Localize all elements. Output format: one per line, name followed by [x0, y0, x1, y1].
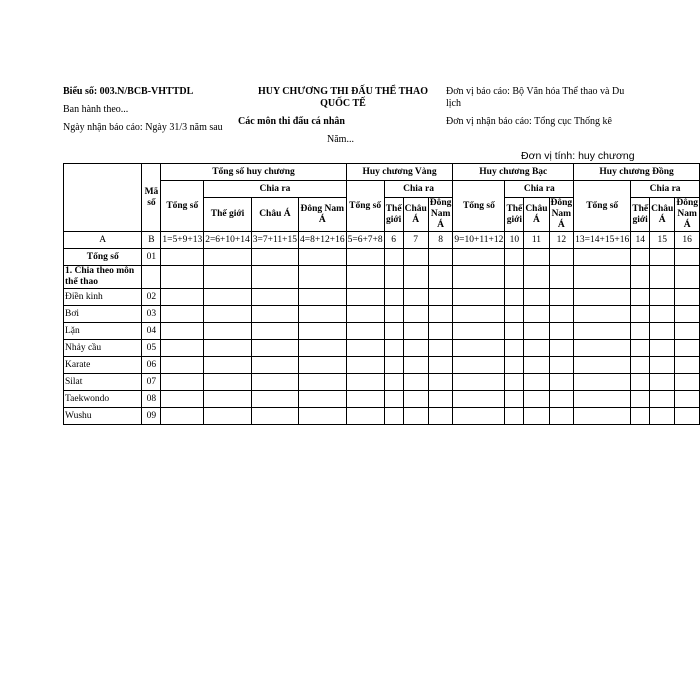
- value-cell[interactable]: [675, 306, 700, 323]
- value-cell[interactable]: [346, 340, 384, 357]
- value-cell[interactable]: [453, 323, 505, 340]
- index-cell: 16: [675, 232, 700, 249]
- row-label: Tổng số: [64, 249, 142, 266]
- value-cell[interactable]: [403, 408, 428, 425]
- value-cell[interactable]: [428, 249, 453, 266]
- value-cell[interactable]: [384, 374, 403, 391]
- value-cell[interactable]: [549, 357, 574, 374]
- value-cell[interactable]: [524, 374, 549, 391]
- col-asia-header: Châu Á: [524, 198, 549, 232]
- value-cell[interactable]: [204, 340, 252, 357]
- value-cell[interactable]: [428, 306, 453, 323]
- value-cell[interactable]: [251, 357, 298, 374]
- value-cell[interactable]: [346, 374, 384, 391]
- value-cell[interactable]: [675, 266, 700, 289]
- value-cell[interactable]: [505, 289, 524, 306]
- value-cell[interactable]: [675, 323, 700, 340]
- value-cell[interactable]: [428, 391, 453, 408]
- row-label: Wushu: [64, 408, 142, 425]
- row-code: [142, 266, 161, 289]
- row-code: 05: [142, 340, 161, 357]
- value-cell[interactable]: [631, 374, 650, 391]
- value-cell[interactable]: [453, 306, 505, 323]
- value-cell[interactable]: [631, 323, 650, 340]
- value-cell[interactable]: [524, 357, 549, 374]
- value-cell[interactable]: [505, 323, 524, 340]
- value-cell[interactable]: [650, 391, 675, 408]
- label-header-cell: [64, 164, 142, 232]
- row-code: 04: [142, 323, 161, 340]
- value-cell[interactable]: [346, 289, 384, 306]
- value-cell[interactable]: [428, 340, 453, 357]
- value-cell[interactable]: [549, 249, 574, 266]
- value-cell[interactable]: [650, 249, 675, 266]
- table-row: [64, 323, 700, 340]
- value-cell[interactable]: [161, 357, 204, 374]
- value-cell[interactable]: [403, 289, 428, 306]
- value-cell[interactable]: [650, 323, 675, 340]
- total-col-header: Tổng số: [161, 181, 204, 232]
- value-cell[interactable]: [505, 266, 524, 289]
- value-cell[interactable]: [650, 340, 675, 357]
- value-cell[interactable]: [403, 374, 428, 391]
- col-world-header: Thế giới: [631, 198, 650, 232]
- value-cell[interactable]: [675, 340, 700, 357]
- value-cell[interactable]: [346, 357, 384, 374]
- index-cell: 8: [428, 232, 453, 249]
- value-cell[interactable]: [299, 289, 347, 306]
- value-cell[interactable]: [631, 289, 650, 306]
- value-cell[interactable]: [251, 266, 298, 289]
- value-cell[interactable]: [524, 289, 549, 306]
- col-asia-header: Châu Á: [403, 198, 428, 232]
- value-cell[interactable]: [384, 289, 403, 306]
- subgroup-header: Chia ra: [204, 181, 346, 198]
- value-cell[interactable]: [161, 374, 204, 391]
- issued-by: Ban hành theo...: [63, 104, 129, 115]
- col-world-header: Thế giới: [384, 198, 403, 232]
- value-cell[interactable]: [524, 306, 549, 323]
- value-cell[interactable]: [549, 391, 574, 408]
- value-cell[interactable]: [675, 374, 700, 391]
- value-cell[interactable]: [650, 289, 675, 306]
- total-col-header: Tổng số: [346, 181, 384, 232]
- value-cell[interactable]: [403, 306, 428, 323]
- value-cell[interactable]: [453, 374, 505, 391]
- value-cell[interactable]: [299, 266, 347, 289]
- value-cell[interactable]: [574, 340, 631, 357]
- group-bronze-header: Huy chương Đồng: [574, 164, 700, 181]
- col-sea-header: Đông Nam Á: [429, 198, 452, 230]
- index-cell: 4=8+12+16: [299, 232, 347, 249]
- index-cell: 11: [524, 232, 549, 249]
- value-cell[interactable]: [574, 249, 631, 266]
- index-cell: 12: [549, 232, 574, 249]
- value-cell[interactable]: [299, 249, 347, 266]
- report-title: HUY CHƯƠNG THI ĐẤU THỂ THAO QUỐC TẾ: [257, 86, 429, 109]
- value-cell[interactable]: [299, 391, 347, 408]
- value-cell[interactable]: [428, 266, 453, 289]
- measure-unit: Đơn vị tính: huy chương: [521, 150, 635, 162]
- value-cell[interactable]: [505, 408, 524, 425]
- value-cell[interactable]: [346, 408, 384, 425]
- index-cell: 5=6+7+8: [346, 232, 384, 249]
- medal-table: [63, 163, 700, 425]
- value-cell[interactable]: [650, 357, 675, 374]
- value-cell[interactable]: [574, 391, 631, 408]
- subgroup-header: Chia ra: [384, 181, 453, 198]
- value-cell[interactable]: [549, 340, 574, 357]
- value-cell[interactable]: [384, 391, 403, 408]
- value-cell[interactable]: [428, 357, 453, 374]
- value-cell[interactable]: [161, 266, 204, 289]
- value-cell[interactable]: [574, 408, 631, 425]
- value-cell[interactable]: [631, 266, 650, 289]
- value-cell[interactable]: [549, 374, 574, 391]
- col-sea-header: Đông Nam Á: [550, 198, 573, 230]
- col-sea-header: Đông Nam Á: [299, 198, 347, 232]
- value-cell[interactable]: [453, 408, 505, 425]
- subgroup-header: Chia ra: [631, 181, 700, 198]
- value-cell[interactable]: [204, 374, 252, 391]
- value-cell[interactable]: [251, 323, 298, 340]
- value-cell[interactable]: [505, 340, 524, 357]
- value-cell[interactable]: [524, 340, 549, 357]
- index-cell: 6: [384, 232, 403, 249]
- value-cell[interactable]: [161, 408, 204, 425]
- value-cell[interactable]: [505, 374, 524, 391]
- row-label: Silat: [64, 374, 142, 391]
- index-cell: 9=10+11+12: [453, 232, 505, 249]
- value-cell[interactable]: [204, 323, 252, 340]
- row-code: 07: [142, 374, 161, 391]
- value-cell[interactable]: [675, 408, 700, 425]
- value-cell[interactable]: [675, 391, 700, 408]
- value-cell[interactable]: [299, 357, 347, 374]
- value-cell[interactable]: [403, 249, 428, 266]
- value-cell[interactable]: [574, 374, 631, 391]
- value-cell[interactable]: [549, 306, 574, 323]
- row-code: 08: [142, 391, 161, 408]
- value-cell[interactable]: [549, 266, 574, 289]
- value-cell[interactable]: [453, 249, 505, 266]
- table-row: [64, 340, 700, 357]
- receive-date: Ngày nhận báo cáo: Ngày 31/3 năm sau: [63, 122, 223, 133]
- index-row: [64, 232, 700, 249]
- col-sea-header: Đông Nam Á: [676, 198, 698, 230]
- value-cell[interactable]: [524, 323, 549, 340]
- value-cell[interactable]: [403, 357, 428, 374]
- col-asia-header: Châu Á: [251, 198, 298, 232]
- value-cell[interactable]: [299, 340, 347, 357]
- value-cell[interactable]: [384, 323, 403, 340]
- value-cell[interactable]: [161, 340, 204, 357]
- value-cell[interactable]: [251, 408, 298, 425]
- value-cell[interactable]: [524, 249, 549, 266]
- value-cell[interactable]: [384, 266, 403, 289]
- value-cell[interactable]: [346, 249, 384, 266]
- value-cell[interactable]: [650, 408, 675, 425]
- value-cell[interactable]: [505, 306, 524, 323]
- form-code: Biểu số: 003.N/BCB-VHTTDL: [63, 86, 194, 97]
- code-header: Mã số: [142, 164, 161, 232]
- index-cell: 14: [631, 232, 650, 249]
- value-cell[interactable]: [251, 249, 298, 266]
- value-cell[interactable]: [403, 391, 428, 408]
- value-cell[interactable]: [346, 323, 384, 340]
- value-cell[interactable]: [251, 289, 298, 306]
- value-cell[interactable]: [453, 266, 505, 289]
- table-row: [64, 357, 700, 374]
- row-label: Nhảy cầu: [64, 340, 142, 357]
- value-cell[interactable]: [384, 340, 403, 357]
- value-cell[interactable]: [251, 306, 298, 323]
- col-world-header: Thế giới: [204, 198, 252, 232]
- value-cell[interactable]: [631, 340, 650, 357]
- value-cell[interactable]: [204, 357, 252, 374]
- row-code: 02: [142, 289, 161, 306]
- value-cell[interactable]: [505, 357, 524, 374]
- row-label: Bơi: [64, 306, 142, 323]
- row-label: Taekwondo: [64, 391, 142, 408]
- value-cell[interactable]: [631, 391, 650, 408]
- table-row: [64, 249, 700, 266]
- row-code: 06: [142, 357, 161, 374]
- index-cell: 2=6+10+14: [204, 232, 252, 249]
- value-cell[interactable]: [384, 357, 403, 374]
- value-cell[interactable]: [453, 357, 505, 374]
- value-cell[interactable]: [161, 391, 204, 408]
- index-cell: 15: [650, 232, 675, 249]
- value-cell[interactable]: [675, 289, 700, 306]
- value-cell[interactable]: [204, 289, 252, 306]
- index-cell: 13=14+15+16: [574, 232, 631, 249]
- value-cell[interactable]: [428, 323, 453, 340]
- value-cell[interactable]: [384, 306, 403, 323]
- value-cell[interactable]: [299, 323, 347, 340]
- table-row: [64, 408, 700, 425]
- group-total-header: Tổng số huy chương: [161, 164, 346, 181]
- value-cell[interactable]: [675, 357, 700, 374]
- value-cell[interactable]: [346, 391, 384, 408]
- report-year: Năm...: [327, 134, 354, 145]
- col-world-header: Thế giới: [505, 198, 524, 232]
- value-cell[interactable]: [346, 266, 384, 289]
- col-asia-header: Châu Á: [650, 198, 675, 232]
- value-cell[interactable]: [428, 374, 453, 391]
- index-cell: 10: [505, 232, 524, 249]
- value-cell[interactable]: [403, 340, 428, 357]
- value-cell[interactable]: [631, 408, 650, 425]
- value-cell[interactable]: [204, 306, 252, 323]
- value-cell[interactable]: [204, 391, 252, 408]
- value-cell[interactable]: [453, 340, 505, 357]
- value-cell[interactable]: [505, 391, 524, 408]
- value-cell[interactable]: [384, 249, 403, 266]
- index-cell: 3=7+11+15: [251, 232, 298, 249]
- value-cell[interactable]: [204, 266, 252, 289]
- subgroup-header: Chia ra: [505, 181, 574, 198]
- value-cell[interactable]: [675, 249, 700, 266]
- total-col-header: Tổng số: [574, 181, 631, 232]
- value-cell[interactable]: [299, 306, 347, 323]
- row-code: 03: [142, 306, 161, 323]
- value-cell[interactable]: [631, 306, 650, 323]
- total-col-header: Tổng số: [453, 181, 505, 232]
- value-cell[interactable]: [161, 289, 204, 306]
- table-row: [64, 391, 700, 408]
- table-row: [64, 306, 700, 323]
- value-cell[interactable]: [346, 306, 384, 323]
- value-cell[interactable]: [384, 408, 403, 425]
- value-cell[interactable]: [524, 391, 549, 408]
- value-cell[interactable]: [251, 374, 298, 391]
- row-label: Điền kinh: [64, 289, 142, 306]
- value-cell[interactable]: [299, 374, 347, 391]
- value-cell[interactable]: [574, 357, 631, 374]
- value-cell[interactable]: [204, 249, 252, 266]
- index-cell: B: [142, 232, 161, 249]
- value-cell[interactable]: [549, 323, 574, 340]
- row-label: 1. Chia theo môn thể thao: [64, 266, 142, 289]
- group-gold-header: Huy chương Vàng: [346, 164, 453, 181]
- value-cell[interactable]: [453, 391, 505, 408]
- value-cell[interactable]: [549, 289, 574, 306]
- value-cell[interactable]: [161, 249, 204, 266]
- group-silver-header: Huy chương Bạc: [453, 164, 574, 181]
- row-code: 09: [142, 408, 161, 425]
- value-cell[interactable]: [524, 266, 549, 289]
- value-cell[interactable]: [161, 323, 204, 340]
- table-row: [64, 374, 700, 391]
- value-cell[interactable]: [650, 266, 675, 289]
- value-cell[interactable]: [574, 266, 631, 289]
- value-cell[interactable]: [403, 323, 428, 340]
- value-cell[interactable]: [574, 323, 631, 340]
- table-row: [64, 289, 700, 306]
- index-cell: 7: [403, 232, 428, 249]
- value-cell[interactable]: [505, 249, 524, 266]
- index-cell: A: [64, 232, 142, 249]
- value-cell[interactable]: [251, 391, 298, 408]
- row-label: Lặn: [64, 323, 142, 340]
- report-subtitle: Các môn thi đấu cá nhân: [238, 116, 345, 127]
- reporting-unit: Đơn vị báo cáo: Bộ Văn hóa Thể thao và Du lịch: [446, 86, 625, 109]
- row-code: 01: [142, 249, 161, 266]
- row-label: Karate: [64, 357, 142, 374]
- value-cell[interactable]: [453, 289, 505, 306]
- value-cell[interactable]: [428, 289, 453, 306]
- value-cell[interactable]: [161, 306, 204, 323]
- receiving-unit: Đơn vị nhận báo cáo: Tổng cục Thống kê: [446, 116, 612, 127]
- index-cell: 1=5+9+13: [161, 232, 204, 249]
- value-cell[interactable]: [524, 408, 549, 425]
- value-cell[interactable]: [650, 306, 675, 323]
- value-cell[interactable]: [574, 289, 631, 306]
- value-cell[interactable]: [403, 266, 428, 289]
- value-cell[interactable]: [631, 357, 650, 374]
- value-cell[interactable]: [299, 408, 347, 425]
- value-cell[interactable]: [574, 306, 631, 323]
- value-cell[interactable]: [204, 408, 252, 425]
- table-row: [64, 266, 700, 289]
- value-cell[interactable]: [428, 408, 453, 425]
- value-cell[interactable]: [650, 374, 675, 391]
- value-cell[interactable]: [251, 340, 298, 357]
- value-cell[interactable]: [631, 249, 650, 266]
- value-cell[interactable]: [549, 408, 574, 425]
